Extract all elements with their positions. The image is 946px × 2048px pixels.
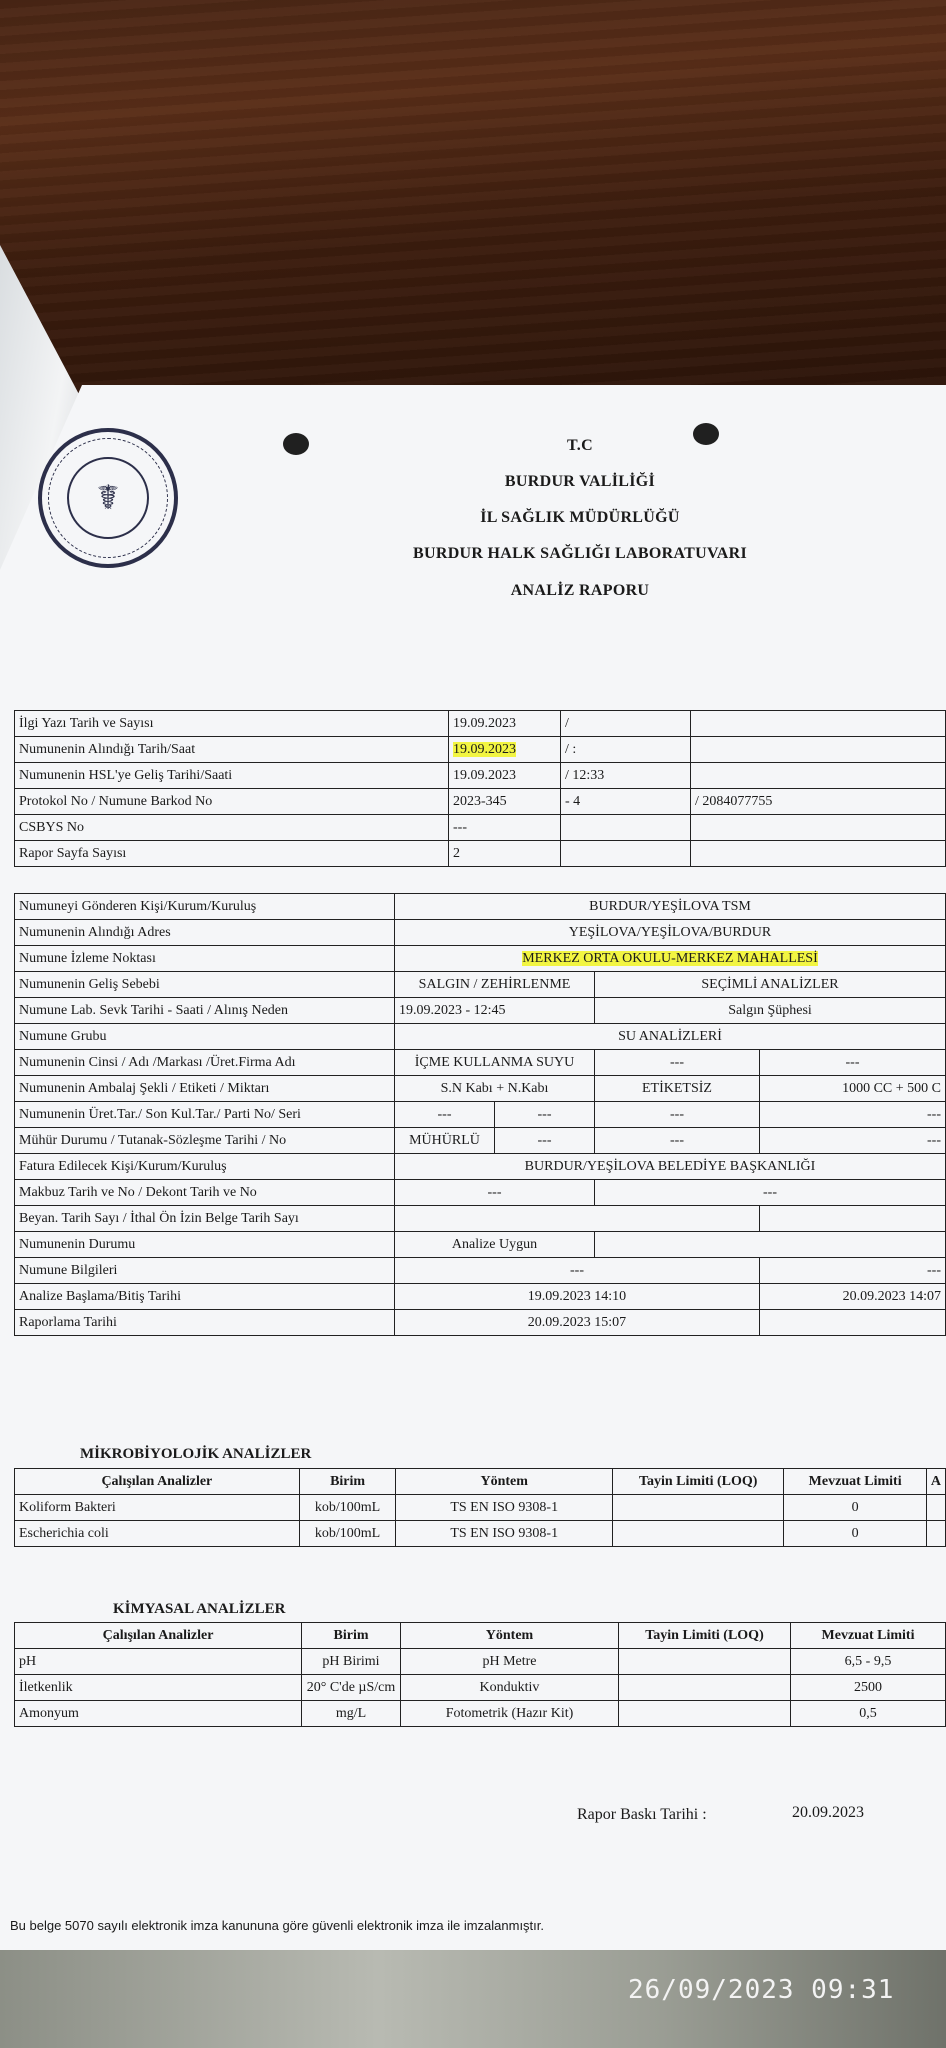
table-row: Beyan. Tarih Sayı / İthal Ön İzin Belge Tarih Sayı xyxy=(15,1206,946,1232)
table-row: Numune Lab. Sevk Tarihi - Saati / Alınış Neden 19.09.2023 - 12:45 Salgın Şüphesi xyxy=(15,998,946,1024)
table-row: Numunenin Alındığı Tarih/Saat 19.09.2023 / : xyxy=(15,737,946,763)
table-row: Rapor Sayfa Sayısı 2 xyxy=(15,841,946,867)
table-row: İlgi Yazı Tarih ve Sayısı 19.09.2023 / xyxy=(15,711,946,737)
e-signature-note: Bu belge 5070 sayılı elektronik imza kanununa göre güvenli elektronik imza ile imzalanmıştır. xyxy=(10,1918,544,1933)
chem-table xyxy=(14,1622,946,1727)
table-row: Analize Başlama/Bitiş Tarihi 19.09.2023 14:10 20.09.2023 14:07 xyxy=(15,1284,946,1310)
table-row: Çalışılan Analizler Birim Yöntem Tayin Limiti (LOQ) Mevzuat Limiti xyxy=(15,1623,946,1649)
table-row: pH pH Birimi pH Metre 6,5 - 9,5 xyxy=(15,1649,946,1675)
highlighted-sampling-point: MERKEZ ORTA OKULU-MERKEZ MAHALLESİ xyxy=(522,950,818,966)
table-row: Mühür Durumu / Tutanak-Sözleşme Tarihi / No MÜHÜRLÜ --- --- --- xyxy=(15,1128,946,1154)
info-table xyxy=(14,710,946,867)
wooden-table-background xyxy=(0,0,946,420)
table-row: Numunenin Cinsi / Adı /Markası /Üret.Firma Adı İÇME KULLANMA SUYU --- --- xyxy=(15,1050,946,1076)
header-laboratory: BURDUR HALK SAĞLIĞI LABORATUVARI xyxy=(413,545,747,562)
table-row: Numunenin Alındığı Adres YEŞİLOVA/YEŞİLOVA/BURDUR xyxy=(15,920,946,946)
table-row: Numune İzleme Noktası MERKEZ ORTA OKULU-MERKEZ MAHALLESİ xyxy=(15,946,946,972)
table-row: Numunenin Üret.Tar./ Son Kul.Tar./ Parti No/ Seri --- --- --- --- xyxy=(15,1102,946,1128)
photo-timestamp: 26/09/2023 09:31 xyxy=(628,1975,895,2005)
table-row: Raporlama Tarihi 20.09.2023 15:07 xyxy=(15,1310,946,1336)
micro-section-title: MİKROBİYOLOJİK ANALİZLER xyxy=(80,1446,312,1462)
chem-section-title: KİMYASAL ANALİZLER xyxy=(113,1601,286,1617)
print-date-label: Rapor Baskı Tarihi : xyxy=(577,1806,707,1823)
table-row: Fatura Edilecek Kişi/Kurum/Kuruluş BURDUR/YEŞİLOVA BELEDİYE BAŞKANLIĞI xyxy=(15,1154,946,1180)
table-row: Numune Bilgileri --- --- xyxy=(15,1258,946,1284)
table-row: Numunenin Geliş Sebebi SALGIN / ZEHİRLENME SEÇİMLİ ANALİZLER xyxy=(15,972,946,998)
highlighted-date: 19.09.2023 xyxy=(453,741,516,757)
caduceus-icon: ☤ xyxy=(67,457,149,539)
header-health-directorate: İL SAĞLIK MÜDÜRLÜĞÜ xyxy=(480,509,680,526)
ministry-seal-logo xyxy=(38,428,178,568)
sample-table xyxy=(14,893,946,1336)
table-row: Makbuz Tarih ve No / Dekont Tarih ve No --- --- xyxy=(15,1180,946,1206)
micro-table xyxy=(14,1468,946,1547)
table-row: Protokol No / Numune Barkod No 2023-345 - 4 / 2084077755 xyxy=(15,789,946,815)
table-row: Escherichia coli kob/100mL TS EN ISO 9308-1 0 xyxy=(15,1521,946,1547)
table-row: İletkenlik 20° C'de µS/cm Konduktiv 2500 xyxy=(15,1675,946,1701)
table-row: Numunenin Durumu Analize Uygun xyxy=(15,1232,946,1258)
print-date-value: 20.09.2023 xyxy=(792,1804,864,1821)
table-row: Koliform Bakteri kob/100mL TS EN ISO 9308-1 0 xyxy=(15,1495,946,1521)
table-row: Numunenin Ambalaj Şekli / Etiketi / Miktarı S.N Kabı + N.Kabı ETİKETSİZ 1000 CC + 500 C xyxy=(15,1076,946,1102)
header-report-title: ANALİZ RAPORU xyxy=(510,582,650,599)
header-line-tc: T.C xyxy=(567,437,593,454)
header-governorship: BURDUR VALİLİĞİ xyxy=(504,473,656,490)
table-row: CSBYS No --- xyxy=(15,815,946,841)
table-row: Amonyum mg/L Fotometrik (Hazır Kit) 0,5 xyxy=(15,1701,946,1727)
table-row: Çalışılan Analizler Birim Yöntem Tayin Limiti (LOQ) Mevzuat Limiti A xyxy=(15,1469,946,1495)
table-row: Numuneyi Gönderen Kişi/Kurum/Kuruluş BURDUR/YEŞİLOVA TSM xyxy=(15,894,946,920)
table-row: Numune Grubu SU ANALİZLERİ xyxy=(15,1024,946,1050)
table-row: Numunenin HSL'ye Geliş Tarihi/Saati 19.09.2023 / 12:33 xyxy=(15,763,946,789)
